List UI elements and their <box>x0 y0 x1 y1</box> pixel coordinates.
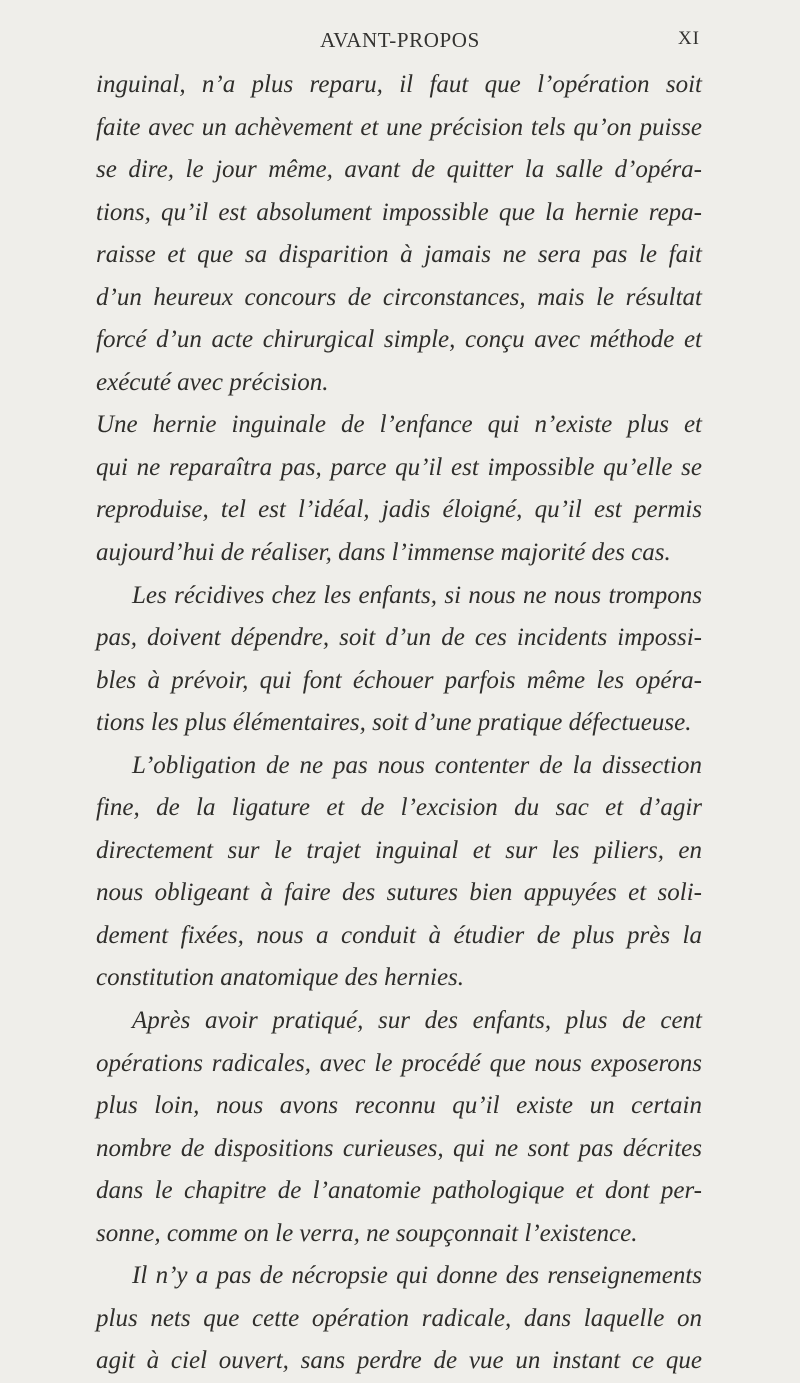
text-line: pas, doivent dépendre, soit d’un de ces incidents impossi- <box>96 624 702 652</box>
text-line: agit à ciel ouvert, sans perdre de vue un instant ce que <box>96 1347 702 1375</box>
text-line: reproduise, tel est l’idéal, jadis éloigné, qu’il est permis <box>96 496 702 524</box>
text-line: Il n’y a pas de nécropsie qui donne des renseignements <box>132 1262 702 1290</box>
text-line: plus nets que cette opération radicale, dans laquelle on <box>96 1304 702 1332</box>
text-line: Une hernie inguinale de l’enfance qui n’existe plus et <box>96 411 702 439</box>
running-head-title: AVANT-PROPOS <box>320 28 480 52</box>
text-line: Les récidives chez les enfants, si nous ne nous trompons <box>132 581 702 609</box>
text-line: dans le chapitre de l’anatomie pathologique et dont per- <box>96 1177 702 1205</box>
text-line: plus loin, nous avons reconnu qu’il existe un certain <box>96 1092 702 1120</box>
text-line: constitution anatomique des hernies. <box>96 964 465 992</box>
text-line: nous obligeant à faire des sutures bien appuyées et soli- <box>96 879 702 907</box>
text-line: Après avoir pratiqué, sur des enfants, plus de cent <box>132 1007 702 1035</box>
text-line: forcé d’un acte chirurgical simple, conçu avec méthode et <box>96 326 702 354</box>
running-head <box>0 28 800 52</box>
text-line: qui ne reparaîtra pas, parce qu’il est impossible qu’elle se <box>96 453 702 481</box>
text-line: dement fixées, nous a conduit à étudier de plus près la <box>96 921 702 949</box>
text-line: directement sur le trajet inguinal et sur les piliers, en <box>96 836 702 864</box>
text-line: exécuté avec précision. <box>96 368 329 396</box>
text-line: faite avec un achèvement et une précision tels qu’on puisse <box>96 113 702 141</box>
body-text <box>96 64 702 1383</box>
text-line: fine, de la ligature et de l’excision du sac et d’agir <box>96 794 702 822</box>
text-line: sonne, comme on le verra, ne soupçonnait l’existence. <box>96 1219 638 1247</box>
text-line: d’un heureux concours de circonstances, mais le résultat <box>96 283 702 311</box>
text-line: tions, qu’il est absolument impossible que la hernie repa- <box>96 198 702 226</box>
text-line: raisse et que sa disparition à jamais ne sera pas le fait <box>96 241 702 269</box>
text-line: aujourd’hui de réaliser, dans l’immense majorité des cas. <box>96 539 671 567</box>
text-line: nombre de dispositions curieuses, qui ne sont pas décrites <box>96 1134 702 1162</box>
page-number: XI <box>677 28 700 49</box>
text-line: se dire, le jour même, avant de quitter la salle d’opéra- <box>96 156 702 184</box>
text-line: opérations radicales, avec le procédé que nous exposerons <box>96 1049 702 1077</box>
text-line: L’obligation de ne pas nous contenter de la dissection <box>132 751 702 779</box>
text-line: bles à prévoir, qui font échouer parfois même les opéra- <box>96 666 702 694</box>
text-line: tions les plus élémentaires, soit d’une pratique défectueuse. <box>96 709 692 737</box>
text-line: inguinal, n’a plus reparu, il faut que l’opération soit <box>96 71 702 98</box>
